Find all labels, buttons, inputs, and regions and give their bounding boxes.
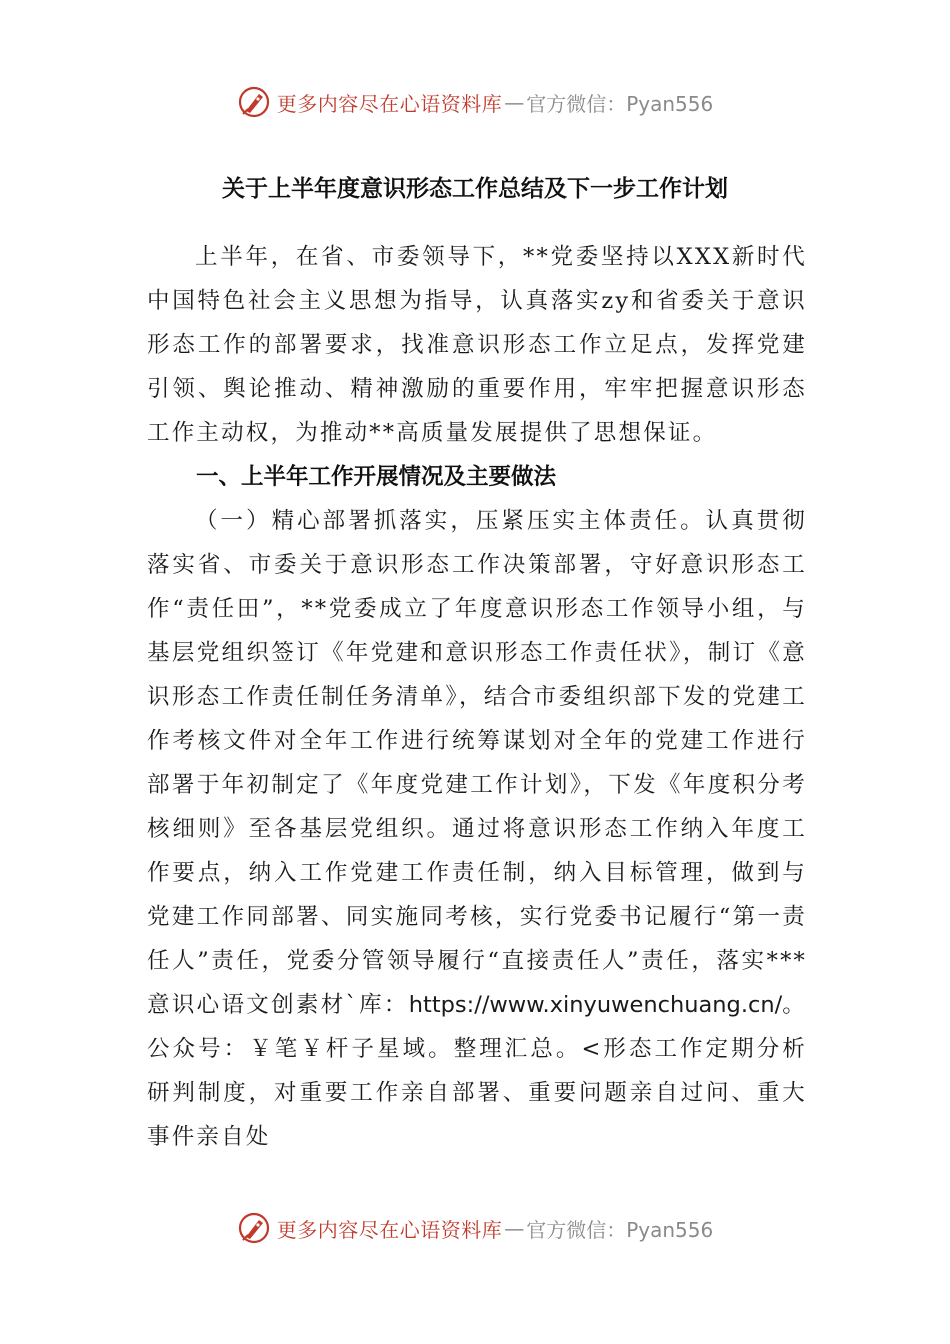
wechat-id: 官方微信：Pyan556	[526, 1217, 714, 1242]
section-paragraph-text-continued: 。公众号：￥笔￥杆子星域。整理汇总。<形态工作定期分析研判制度，对重要工作亲自部署、重要问题亲自过问、重大事件亲自处	[147, 992, 808, 1150]
header-banner	[0, 82, 950, 122]
section-paragraph-text: （一）精心部署抓落实，压紧压实主体责任。认真贯彻落实省、市委关于意识形态工作决策部署，守好意识形态工作“责任田”，**党委成立了年度意识形态工作领导小组，与基层党组织签订《年党建和意识形态工作责任状》，制订《意识形态工作责任制任务清单》，结合市委组织部下发的党建工作考核文件对全年工作进行统筹谋划对全年的党建工作进行部署于年初制定了《年度党建工作计划》，下发《年度积分考核细则》至各基层党组织。通过将意识形态工作纳入年度工作要点，纳入工作党建工作责任制，纳入目标管理，做到与党建工作同部署、同实施同考核，实行党委书记履行“第一责任人”责任，党委分管领导履行“直接责任人”责任，落实***意识心语文创素材`库：	[147, 508, 807, 1018]
wechat-id: 官方微信：Pyan556	[526, 91, 714, 116]
intro-paragraph: 上半年，在省、市委领导下，**党委坚持以XXX新时代中国特色社会主义思想为指导，认真落实zy和省委关于意识形态工作的部署要求，找准意识形态工作立足点，发挥党建引领、舆论推动、精神激励的重要作用，牢牢把握意识形态工作主动权，为推动**高质量发展提供了思想保证。	[147, 244, 807, 446]
section-paragraph	[147, 499, 807, 1159]
banner-separator: —	[504, 90, 525, 114]
banner-separator: —	[504, 1216, 525, 1240]
pen-nib-circle-icon	[237, 1211, 271, 1245]
pen-nib-circle-icon	[237, 85, 271, 119]
brand-text: 更多内容尽在心语资料库	[276, 91, 503, 116]
brand-text: 更多内容尽在心语资料库	[276, 1217, 503, 1242]
document-title: 关于上半年度意识形态工作总结及下一步工作计划	[222, 176, 728, 202]
section-heading: 一、上半年工作开展情况及主要做法	[196, 464, 557, 490]
source-url: https://www.xinyuwenchuang.cn/	[408, 992, 783, 1018]
footer-banner	[0, 1208, 950, 1248]
